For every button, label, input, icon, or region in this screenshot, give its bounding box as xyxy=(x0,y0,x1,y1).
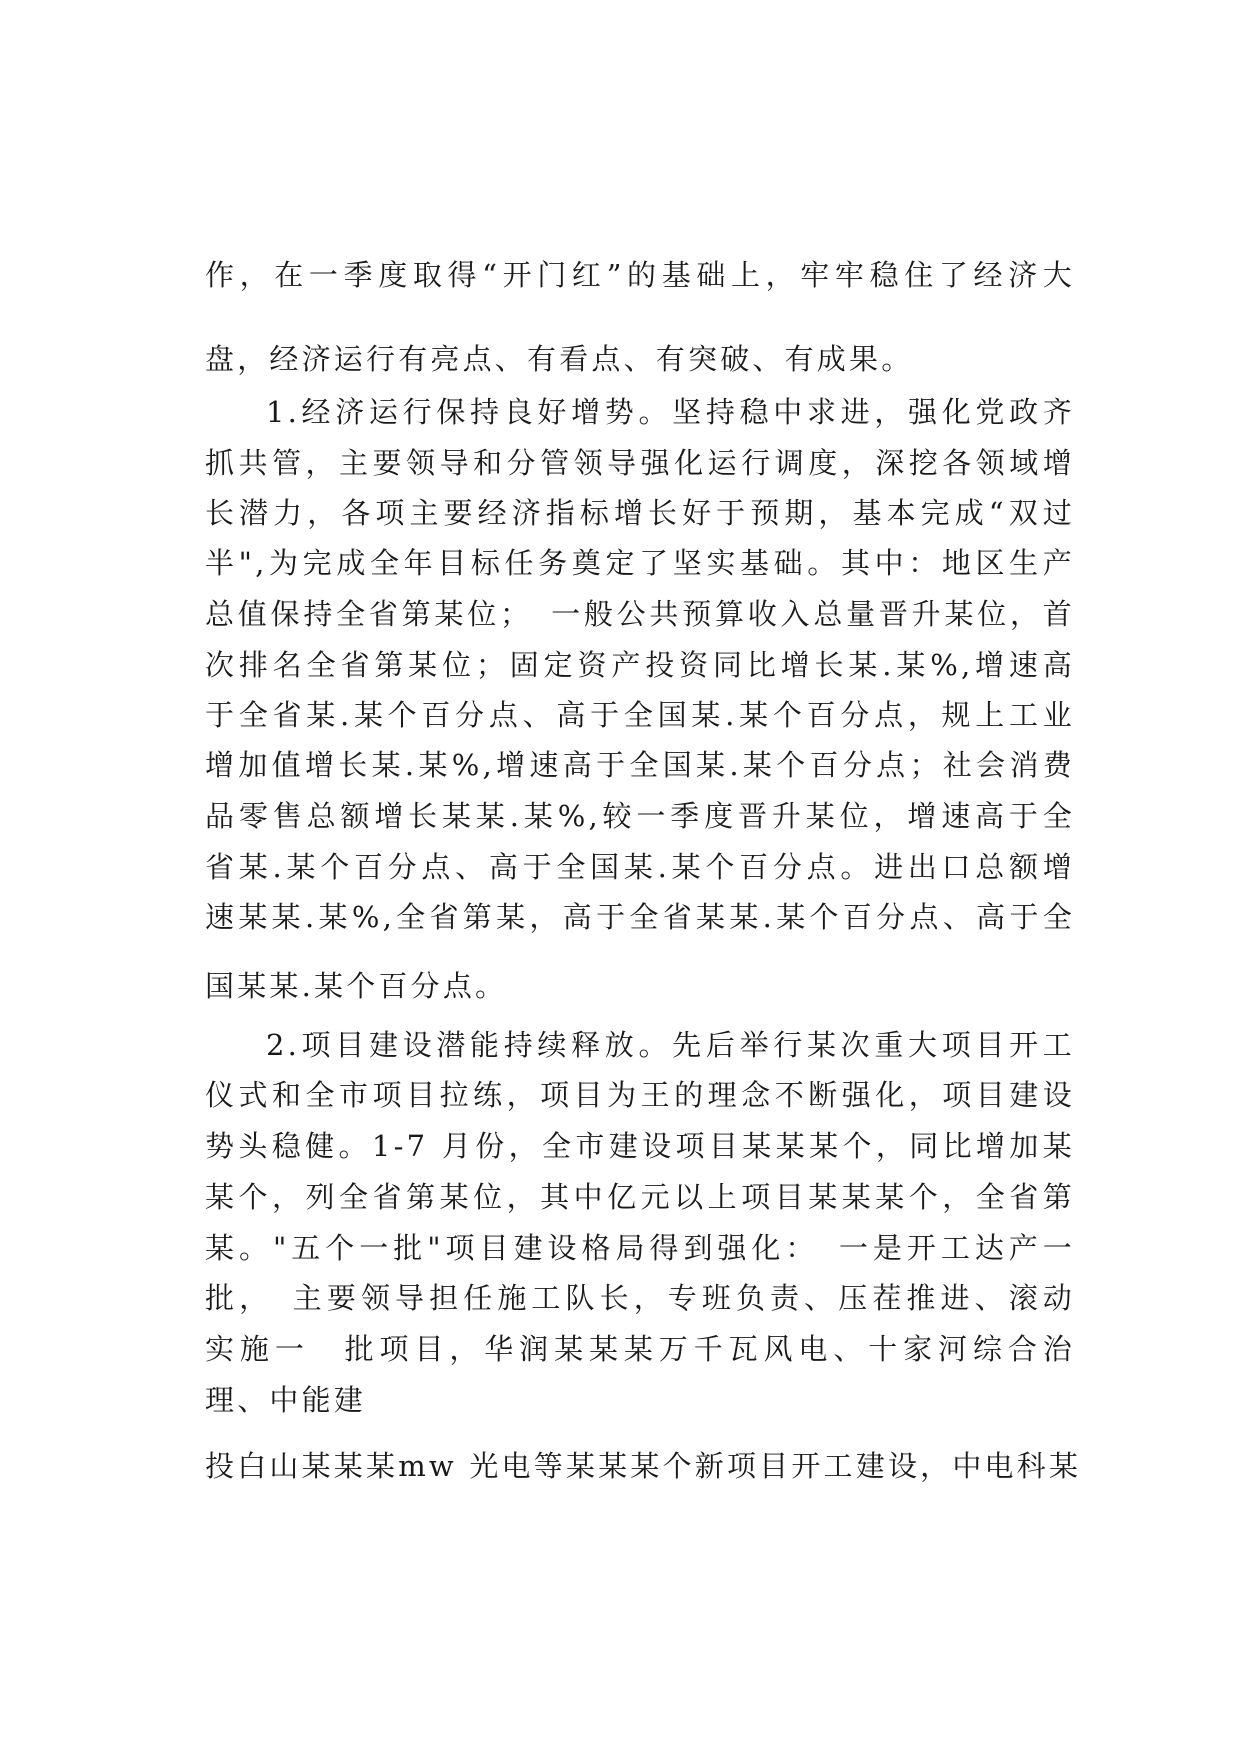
text-line: 国某某.某个百分点。 xyxy=(205,969,508,1003)
text-line: 作，在一季度取得“开门红”的基础上，牢牢稳住了经济大 xyxy=(205,258,1075,292)
text-line: 次排名全省第某位；固定资产投资同比增长某.某%,增速高 xyxy=(205,648,1075,682)
text-line: 某。"五个一批"项目建设格局得到强化： 一是开工达产一 xyxy=(205,1231,1075,1265)
paragraph-heading-line: 1.经济运行保持良好增势。坚持稳中求进，强化党政齐 xyxy=(266,395,1075,429)
text-line: 抓共管，主要领导和分管领导强化运行调度，深挖各领域增 xyxy=(205,446,1075,480)
text-line: 总值保持全省第某位； 一般公共预算收入总量晋升某位，首 xyxy=(205,597,1075,631)
text-line: 品零售总额增长某某.某%,较一季度晋升某位，增速高于全 xyxy=(205,799,1075,833)
text-line: 仪式和全市项目拉练，项目为王的理念不断强化，项目建设 xyxy=(205,1078,1075,1112)
text-line: 半",为完成全年目标任务奠定了坚实基础。其中：地区生产 xyxy=(205,546,1075,580)
text-line: 批， 主要领导担任施工队长，专班负责、压茬推进、滚动 xyxy=(205,1281,1075,1315)
text-line: 长潜力，各项主要经济指标增长好于预期，基本完成“双过 xyxy=(205,496,1075,530)
text-line: 投白山某某某mw 光电等某某某个新项目开工建设，中电科某 xyxy=(205,1449,1082,1483)
text-line: 增加值增长某.某%,增速高于全国某.某个百分点；社会消费 xyxy=(205,748,1075,782)
text-line: 势头稳健。1-7 月份，全市建设项目某某某个，同比增加某 xyxy=(205,1129,1075,1163)
paragraph-heading-line: 2.项目建设潜能持续释放。先后举行某次重大项目开工 xyxy=(266,1028,1075,1062)
text-line: 盘，经济运行有亮点、有看点、有突破、有成果。 xyxy=(205,342,914,376)
text-line: 某个，列全省第某位，其中亿元以上项目某某某个，全省第 xyxy=(205,1180,1075,1214)
text-line: 于全省某.某个百分点、高于全国某.某个百分点，规上工业 xyxy=(205,698,1075,732)
text-line: 实施一 批项目，华润某某某万千瓦风电、十家河综合治 xyxy=(205,1332,1075,1366)
text-line: 速某某.某%,全省第某，高于全省某某.某个百分点、高于全 xyxy=(205,900,1075,934)
text-line: 省某.某个百分点、高于全国某.某个百分点。进出口总额增 xyxy=(205,850,1075,884)
text-line: 理、中能建 xyxy=(205,1383,367,1417)
